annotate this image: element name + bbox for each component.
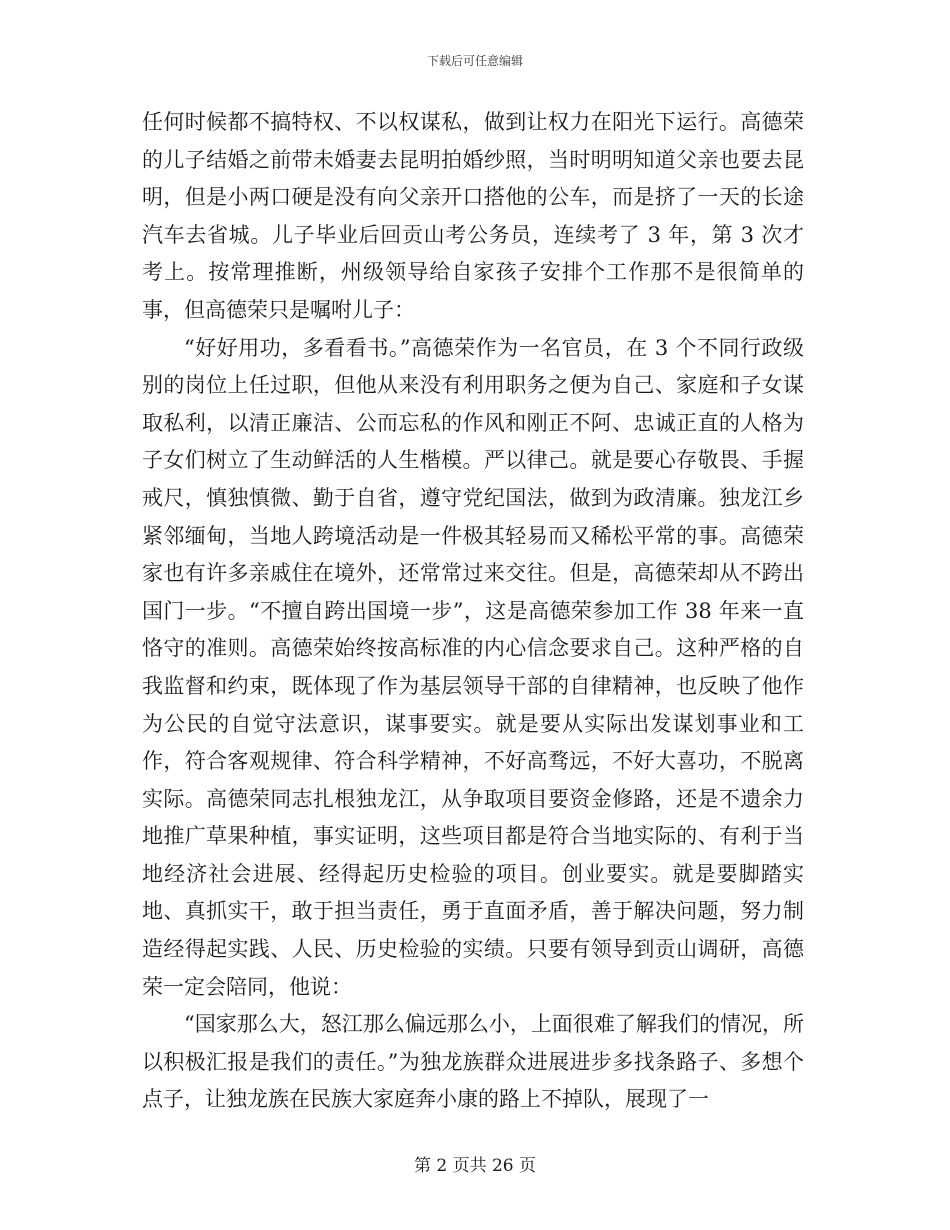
page-number-footer: 第 2 页共 26 页 (413, 1156, 537, 1176)
page-header: 下载后可任意编辑 (426, 54, 523, 68)
document-body (142, 104, 804, 1119)
paragraph-3: “国家那么大，怒江那么偏远那么小，上面很难了解我们的情况，所以积极汇报是我们的责任。”为独龙族群众进展进步多找条路子、多想个点子，让独龙族在民族大家庭奔小康的路上不掉队，展现了一 (142, 1012, 804, 1112)
paragraph-2: “好好用功，多看看书。”高德荣作为一名官员，在 3 个不同行政级别的岗位上任过职，但他从来没有利用职务之便为自己、家庭和子女谋取私利，以清正廉洁、公而忘私的作风和刚正不阿、忠诚正直的人格为子女们树立了生动鲜活的人生楷模。严以律己。就是要心存敬畏、手握戒尺，慎独慎微、勤于自省，遵守党纪国法，做到为政清廉。独龙江乡紧邻缅甸，当地人跨境活动是一件极其轻易而又稀松平常的事。高德荣家也有许多亲戚住在境外，还常常过来交往。但是，高德荣却从不跨出国门一步。“不擅自跨出国境一步”，这是高德荣参加工作 38 年来一直恪守的准则。高德荣始终按高标准的内心信念要求自己。这种严格的自我监督和约束，既体现了作为基层领导干部的自律精神，也反映了他作为公民的自觉守法意识，谋事要实。就是要从实际出发谋划事业和工作，符合客观规律、符合科学精神，不好高骛远，不好大喜功，不脱离实际。高德荣同志扎根独龙江，从争取项目要资金修路，还是不遗余力地推广草果种植，事实证明，这些项目都是符合当地实际的、有利于当地经济社会进展、经得起历史检验的项目。创业要实。就是要脚踏实地、真抓实干，敢于担当责任，勇于直面矛盾，善于解决问题，努力制造经得起实践、人民、历史检验的实绩。只要有领导到贡山调研，高德荣一定会陪同，他说： (142, 335, 804, 999)
paragraph-1: 任何时候都不搞特权、不以权谋私，做到让权力在阳光下运行。高德荣的儿子结婚之前带未婚妻去昆明拍婚纱照，当时明明知道父亲也要去昆明，但是小两口硬是没有向父亲开口搭他的公车，而是挤了一天的长途汽车去省城。儿子毕业后回贡山考公务员，连续考了 3 年，第 3 次才考上。按常理推断，州级领导给自家孩子安排个工作那不是很简单的事，但高德荣只是嘱咐儿子： (142, 110, 804, 322)
